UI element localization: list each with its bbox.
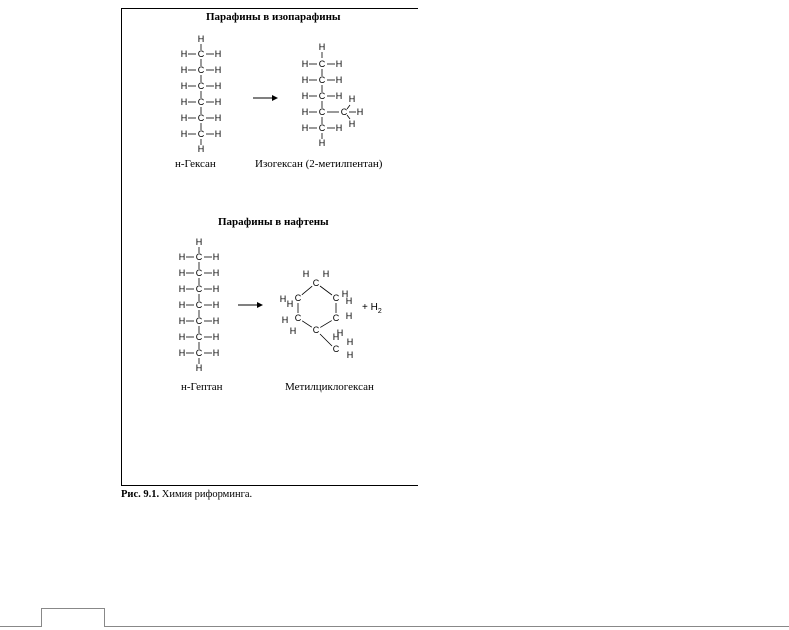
- hydrogen-atom: H: [301, 107, 309, 117]
- hydrogen-atom: H: [301, 75, 309, 85]
- plus-h2-text: + $H_2$: [362, 302, 382, 315]
- heptane-structure: [179, 237, 220, 373]
- bond-line: [302, 286, 312, 295]
- hydrogen-atom: H: [178, 268, 186, 278]
- carbon-atom: C: [318, 123, 326, 133]
- carbon-atom: C: [197, 49, 205, 59]
- hydrogen-atom: H: [335, 91, 343, 101]
- carbon-atom: C: [195, 348, 203, 358]
- carbon-atom: C: [294, 313, 302, 323]
- carbon-atom: C: [294, 293, 302, 303]
- caption-text: Химия риформинга.: [159, 489, 253, 500]
- hydrogen-atom: H: [332, 332, 340, 342]
- section-title-isomerization: Парафины в изопарафины: [206, 11, 341, 23]
- page-tab[interactable]: [41, 608, 105, 627]
- hydrogen-atom: H: [180, 97, 188, 107]
- bond-line: [302, 321, 312, 327]
- hydrogen-atom: H: [197, 34, 205, 44]
- hydrogen-atom: H: [195, 363, 203, 373]
- hydrogen-atom: H: [180, 113, 188, 123]
- hydrogen-atom: H: [346, 337, 354, 347]
- reaction-arrow-bottom: [238, 302, 263, 308]
- hydrogen-atom: H: [180, 49, 188, 59]
- hydrogen-atom: H: [178, 252, 186, 262]
- carbon-atom: C: [318, 107, 326, 117]
- hydrogen-atom: H: [197, 144, 205, 154]
- figure-caption: [121, 489, 252, 500]
- hydrogen-atom: H: [346, 350, 354, 360]
- carbon-atom: C: [318, 75, 326, 85]
- hydrogen-atom: H: [178, 316, 186, 326]
- hydrogen-atom: H: [214, 49, 222, 59]
- hydrogen-atom: H: [301, 59, 309, 69]
- carbon-atom: C: [318, 91, 326, 101]
- hydrogen-atom: H: [178, 284, 186, 294]
- hydrogen-atom: H: [212, 316, 220, 326]
- carbon-atom: C: [197, 129, 205, 139]
- hydrogen-atom: H: [301, 123, 309, 133]
- carbon-atom: C: [195, 284, 203, 294]
- hydrogen-atom: H: [214, 81, 222, 91]
- hydrogen-atom: H: [318, 138, 326, 148]
- hydrogen-atom: H: [318, 42, 326, 52]
- hydrogen-atom: H: [335, 59, 343, 69]
- carbon-atom: C: [195, 268, 203, 278]
- carbon-atom: C: [332, 344, 340, 354]
- carbon-atom: C: [312, 278, 320, 288]
- hydrogen-atom: H: [212, 300, 220, 310]
- hydrogen-atom: H: [178, 332, 186, 342]
- hydrogen-atom: H: [281, 315, 289, 325]
- carbon-atom: C: [195, 300, 203, 310]
- caption-prefix: Рис. 9.1.: [121, 489, 160, 500]
- hydrogen-atom: H: [212, 348, 220, 358]
- carbon-atom: C: [318, 59, 326, 69]
- carbon-atom: C: [312, 325, 320, 335]
- hydrogen-atom: H: [212, 284, 220, 294]
- carbon-atom: C: [340, 107, 348, 117]
- hydrogen-atom: H: [214, 113, 222, 123]
- heptane-label: н-Гептан: [181, 381, 223, 393]
- methylcyclohexane-structure: [280, 269, 354, 360]
- hydrogen-atom: H: [212, 332, 220, 342]
- carbon-atom: C: [197, 113, 205, 123]
- isohexane-structure: [302, 42, 364, 148]
- bond-line: [347, 105, 350, 109]
- hexane-label: н-Гексан: [175, 158, 216, 170]
- hydrogen-atom: H: [322, 269, 330, 279]
- hydrogen-atom: H: [335, 75, 343, 85]
- isohexane-label: Изогексан (2-метилпентан): [255, 158, 383, 170]
- footer-divider: [0, 626, 789, 627]
- hydrogen-atom: H: [336, 328, 344, 338]
- hydrogen-atom: H: [345, 311, 353, 321]
- bond-line: [320, 334, 332, 346]
- hydrogen-atom: H: [301, 91, 309, 101]
- carbon-atom: C: [195, 252, 203, 262]
- hydrogen-atom: H: [178, 348, 186, 358]
- hydrogen-atom: H: [286, 299, 294, 309]
- carbon-atom: C: [197, 97, 205, 107]
- hydrogen-atom: H: [212, 252, 220, 262]
- hydrogen-atom: H: [302, 269, 310, 279]
- hydrogen-atom: H: [341, 289, 349, 299]
- bond-line: [320, 286, 332, 295]
- hydrogen-atom: H: [214, 129, 222, 139]
- hydrogen-atom: H: [178, 300, 186, 310]
- hexane-structure: [181, 34, 222, 154]
- bond-line: [320, 321, 331, 328]
- hydrogen-atom: H: [180, 65, 188, 75]
- carbon-atom: C: [332, 293, 340, 303]
- carbon-atom: C: [332, 313, 340, 323]
- hydrogen-atom: H: [214, 97, 222, 107]
- carbon-atom: C: [195, 316, 203, 326]
- hydrogen-atom: H: [335, 123, 343, 133]
- hydrogen-atom: H: [356, 107, 364, 117]
- carbon-atom: C: [197, 65, 205, 75]
- section-title-cyclization: Парафины в нафтены: [218, 216, 329, 228]
- hydrogen-atom: H: [195, 237, 203, 247]
- hydrogen-atom: H: [212, 268, 220, 278]
- carbon-atom: C: [195, 332, 203, 342]
- reaction-arrow-top: [253, 95, 278, 101]
- hydrogen-atom: H: [345, 296, 353, 306]
- hydrogen-atom: H: [180, 81, 188, 91]
- carbon-atom: C: [197, 81, 205, 91]
- hydrogen-atom: H: [289, 326, 297, 336]
- hydrogen-atom: H: [348, 94, 356, 104]
- hydrogen-atom: H: [279, 294, 287, 304]
- hydrogen-atom: H: [180, 129, 188, 139]
- methylcyclohexane-label: Метилциклогексан: [285, 381, 374, 393]
- hydrogen-atom: H: [214, 65, 222, 75]
- hydrogen-atom: H: [348, 119, 356, 129]
